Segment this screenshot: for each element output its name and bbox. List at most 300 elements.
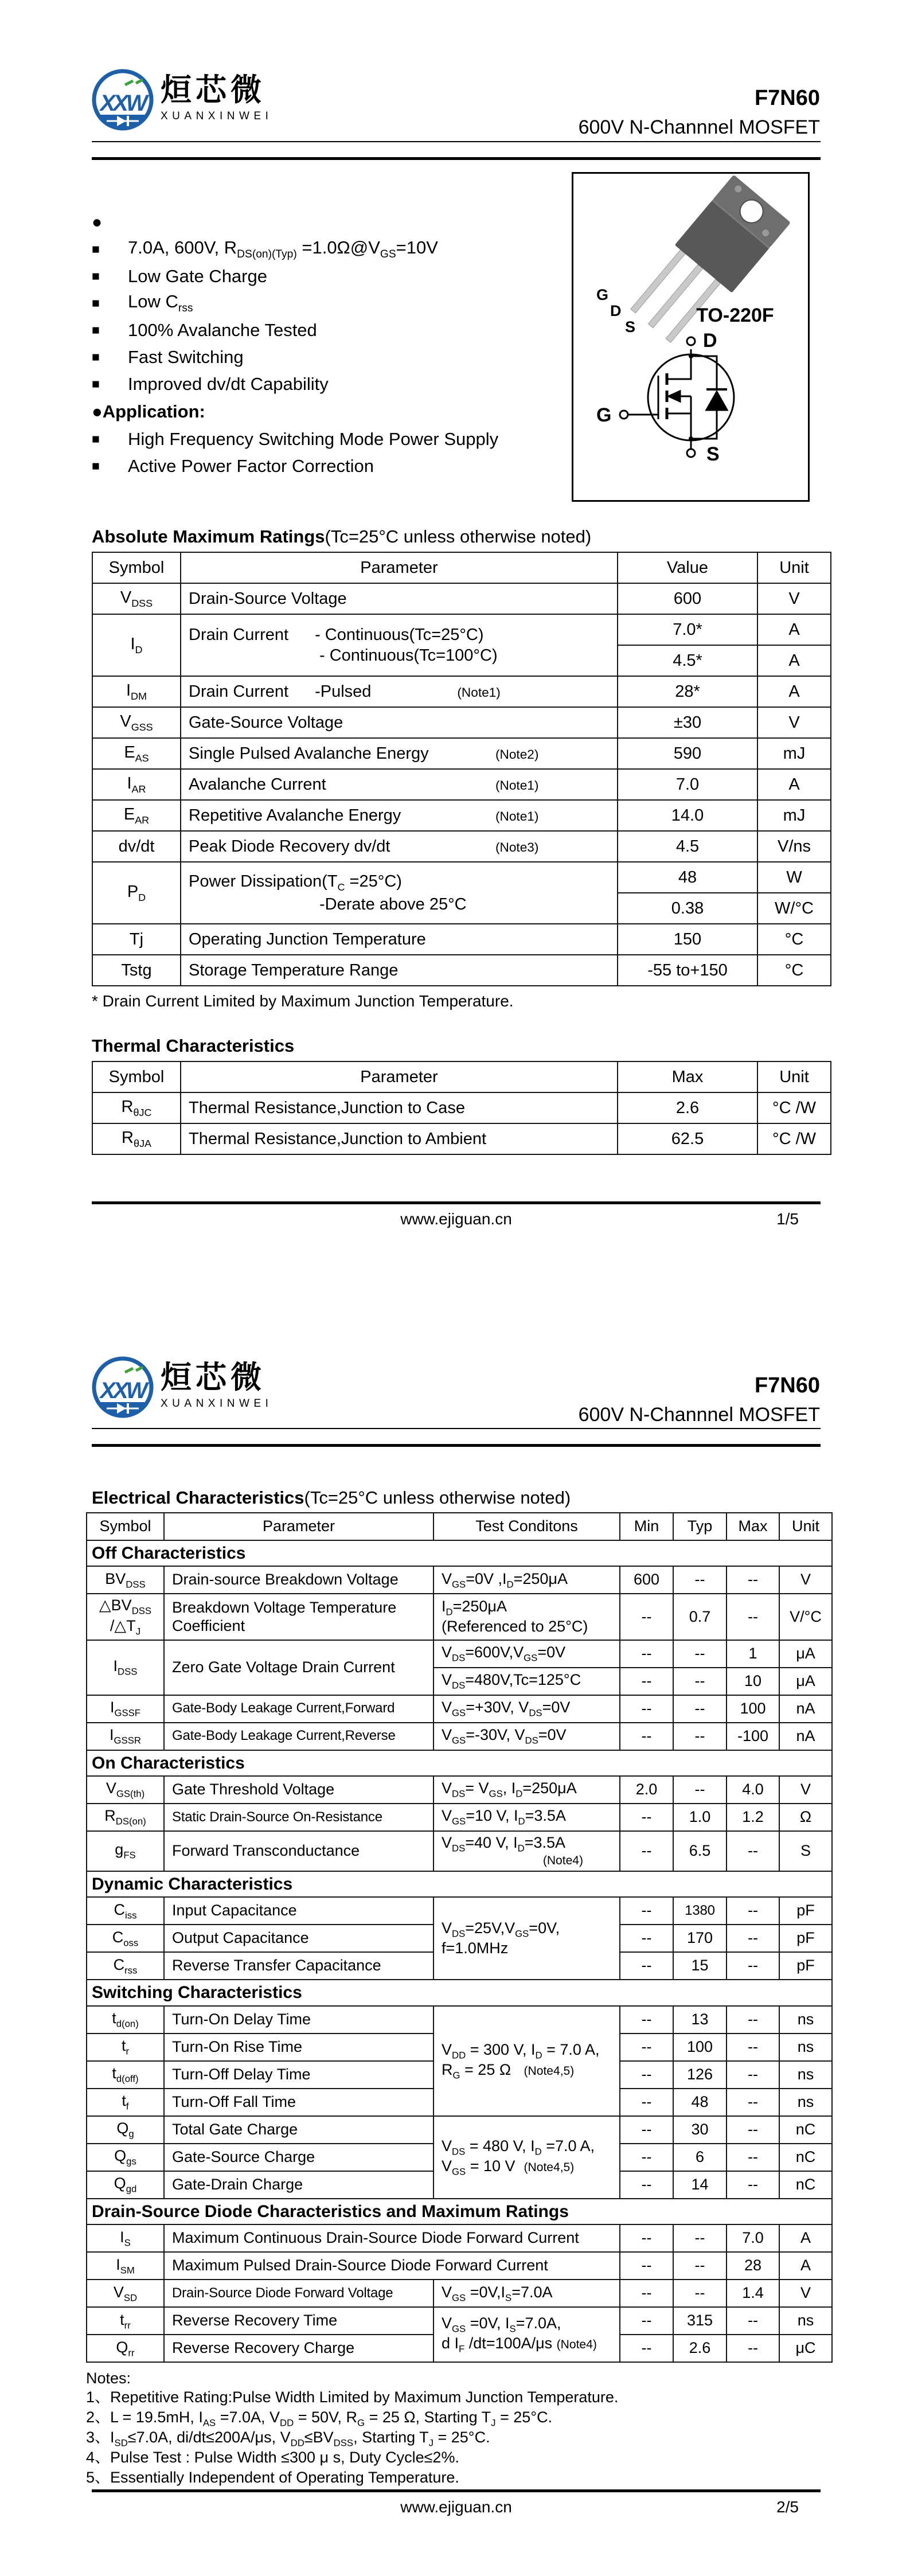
table-cell: --: [620, 2224, 673, 2252]
table-cell: Drain-Source Voltage: [181, 583, 618, 614]
table-cell: A: [779, 2224, 832, 2252]
table-cell: Ω: [779, 1804, 832, 1831]
table-cell: Reverse Transfer Capacitance: [164, 1952, 433, 1980]
mosfet-symbol-icon: [620, 337, 734, 457]
table-cell: $t_f$: [87, 2089, 164, 2116]
table-cell: --: [673, 1695, 727, 1723]
table-cell: -55 to+150: [618, 955, 757, 986]
table-cell: Dynamic Characteristics: [87, 1871, 832, 1897]
section-row: [87, 1750, 832, 1776]
table-cell: 4.5: [618, 831, 757, 862]
table-cell: A: [779, 2252, 832, 2280]
table-row: [92, 676, 831, 707]
table-row: [92, 800, 831, 831]
note-item: [86, 2448, 831, 2468]
table-cell: $V_{GSS}$: [92, 707, 181, 738]
table-cell: $V_{DS}= V_{GS}$, $I_D=250\mu A$: [433, 1776, 620, 1804]
symbol-source-label: S: [706, 443, 720, 465]
footer-rule-page2: [92, 2489, 821, 2492]
table-cell: 15: [673, 1952, 727, 1980]
table-cell: Parameter: [181, 552, 618, 583]
table-cell: $Q_{rr}$: [87, 2335, 164, 2362]
table-cell: $I_{DSS}$: [87, 1640, 164, 1695]
table-cell: --: [727, 1952, 779, 1980]
table-cell: --: [727, 1566, 779, 1594]
table-cell: Zero Gate Voltage Drain Current: [164, 1640, 433, 1695]
table-cell: $I_D=250\mu A$ (Referenced to 25°C): [433, 1594, 620, 1640]
table-cell: --: [727, 2089, 779, 2116]
table-cell: 6.5: [673, 1831, 727, 1871]
table-cell: Off Characteristics: [87, 1540, 832, 1566]
table-cell: $V_{GS}=+30V$, $V_{DS}=0V$: [433, 1695, 620, 1723]
table-cell: $I_{GSSF}$: [87, 1695, 164, 1723]
table-cell: Switching Characteristics: [87, 1980, 832, 2005]
table-cell: 48: [618, 862, 757, 893]
package-figure: [572, 172, 810, 502]
application-list: [92, 426, 573, 479]
table-row: [92, 552, 831, 583]
table-cell: $R_{DS(on)}$: [87, 1804, 164, 1831]
table-cell: --: [727, 1594, 779, 1640]
table-cell: --: [673, 2224, 727, 2252]
table-cell: -100: [727, 1723, 779, 1750]
table-cell: $t_{d(on)}$: [87, 2006, 164, 2034]
table-cell: $I_{GSSR}$: [87, 1723, 164, 1750]
elec-title-bold: Electrical Characteristics: [92, 1488, 304, 1508]
table-cell: --: [727, 2171, 779, 2199]
table-cell: °C: [757, 924, 831, 955]
table-cell: Forward Transconductance: [164, 1831, 433, 1871]
table-cell: V: [779, 1776, 832, 1804]
table-cell: nA: [779, 1723, 832, 1750]
note-item: [86, 2407, 831, 2427]
feature-item: [92, 290, 573, 317]
table-cell: Parameter: [181, 1061, 618, 1092]
table-cell: --: [673, 1566, 727, 1594]
table-cell: Reverse Recovery Charge: [164, 2335, 433, 2362]
table-cell: Storage Temperature Range: [181, 955, 618, 986]
table-cell: Input Capacitance: [164, 1897, 433, 1925]
table-row: [87, 2006, 832, 2034]
table-cell: Output Capacitance: [164, 1925, 433, 1952]
table-cell: --: [620, 1897, 673, 1925]
table-cell: 1380: [673, 1897, 727, 1925]
table-cell: $V_{GS} =0V$, $I_S=7.0A$, d $I_F$ /dt=100A/μs (Note4): [433, 2307, 620, 2362]
abs-max-table: [92, 552, 831, 986]
table-cell: $C_{oss}$: [87, 1925, 164, 1952]
table-cell: Max: [727, 1513, 779, 1540]
feature-item: [92, 317, 573, 344]
table-cell: 170: [673, 1925, 727, 1952]
item-text: 1、Repetitive Rating:Pulse Width Limited by Maximum Junction Temperature.: [86, 2388, 619, 2406]
brand-name-cn: 烜芯微: [161, 73, 265, 107]
table-cell: ±30: [618, 707, 757, 738]
feature-item: [92, 236, 573, 263]
table-cell: ns: [779, 2307, 832, 2335]
table-cell: Test Conditons: [433, 1513, 620, 1540]
table-cell: W: [757, 862, 831, 893]
table-cell: Drain-Source Diode Forward Voltage: [164, 2280, 433, 2307]
table-cell: Gate Threshold Voltage: [164, 1776, 433, 1804]
table-cell: °C: [757, 955, 831, 986]
thermal-title: Thermal Characteristics: [92, 1036, 295, 1056]
table-cell: mJ: [757, 800, 831, 831]
brand-header-page2: [91, 1355, 272, 1419]
table-cell: V: [779, 2280, 832, 2307]
table-cell: Reverse Recovery Time: [164, 2307, 433, 2335]
table-cell: Operating Junction Temperature: [181, 924, 618, 955]
table-cell: --: [673, 1640, 727, 1668]
item-text: 3、$I_{SD}\le 7.0A$, di/dt≤200A/μs, $V_{DD}\le BV_{DSS}$, Starting $T_J = 25^\circ C$.: [86, 2429, 490, 2449]
square-bullet-icon: ■: [92, 268, 100, 283]
table-cell: V/ns: [757, 831, 831, 862]
table-cell: 150: [618, 924, 757, 955]
table-cell: 1.2: [727, 1804, 779, 1831]
table-cell: --: [620, 2034, 673, 2061]
table-cell: μA: [779, 1668, 832, 1695]
table-cell: Total Gate Charge: [164, 2116, 433, 2144]
footer-page2: [92, 2497, 821, 2518]
note-item: [86, 2427, 831, 2448]
table-row: [87, 1594, 832, 1640]
section-row: [87, 1871, 832, 1897]
table-cell: --: [620, 2280, 673, 2307]
header-rule-thick: [92, 1444, 821, 1447]
footer-pagenum-page1: 1/5: [776, 1210, 799, 1228]
table-cell: --: [620, 1723, 673, 1750]
table-cell: A: [757, 676, 831, 707]
section-row: [87, 2199, 832, 2224]
table-cell: 7.0*: [618, 614, 757, 645]
table-row: [87, 1513, 832, 1540]
table-cell: Gate-Body Leakage Current,Forward: [164, 1695, 433, 1723]
table-cell: °C /W: [757, 1123, 831, 1154]
feature-item: [92, 344, 573, 370]
table-cell: 28*: [618, 676, 757, 707]
symbol-drain-label: D: [703, 330, 717, 352]
item-text: 7.0A, 600V, $R_{DS(on)(Typ)}$ $=1.0\Omega@V_{GS}=10V$: [128, 237, 438, 261]
table-cell: $E_{AS}$: [92, 738, 181, 769]
package-pin-d-label: D: [610, 302, 622, 319]
square-bullet-icon: ■: [92, 458, 100, 473]
table-cell: --: [620, 2061, 673, 2089]
table-cell: nC: [779, 2171, 832, 2199]
table-cell: --: [620, 2171, 673, 2199]
table-row: [92, 955, 831, 986]
item-text: Low $C_{rss}$: [128, 291, 193, 315]
table-cell: $t_{rr}$: [87, 2307, 164, 2335]
table-row: [87, 1640, 832, 1668]
table-cell: Unit: [757, 1061, 831, 1092]
table-cell: 2.6: [618, 1092, 757, 1123]
footer-rule-page1: [92, 1201, 821, 1204]
table-cell: --: [620, 2252, 673, 2280]
notes-list: [86, 2387, 831, 2488]
table-cell: Gate-Source Voltage: [181, 707, 618, 738]
abs-max-footnote: * Drain Current Limited by Maximum Junction Temperature.: [92, 992, 514, 1010]
table-cell: V: [757, 707, 831, 738]
table-cell: --: [727, 1831, 779, 1871]
table-row: [92, 924, 831, 955]
table-row: [92, 1061, 831, 1092]
item-text: 2、L = 19.5mH, $I_{AS} =7.0A$, $V_{DD} = 50V$, $R_G = 25$ Ω, Starting $T_J = 25^\circ C$.: [86, 2409, 553, 2429]
table-row: [92, 769, 831, 800]
table-cell: V/°C: [779, 1594, 832, 1640]
table-cell: A: [757, 645, 831, 676]
table-row: [92, 1123, 831, 1154]
table-cell: --: [727, 2116, 779, 2144]
table-cell: W/°C: [757, 893, 831, 924]
table-row: [87, 2252, 832, 2280]
item-text: High Frequency Switching Mode Power Supply: [128, 428, 499, 449]
table-cell: μA: [779, 1640, 832, 1668]
note-item: [86, 2468, 831, 2488]
abs-max-title-note: (Tc=25°C unless otherwise noted): [325, 526, 592, 547]
table-cell: $V_{GS}=-30V$, $V_{DS}=0V$: [433, 1723, 620, 1750]
table-cell: --: [620, 1831, 673, 1871]
table-row: [87, 1831, 832, 1871]
table-cell: 28: [727, 2252, 779, 2280]
table-cell: 1.0: [673, 1804, 727, 1831]
table-cell: $V_{DD} = 300$ V, $I_D = 7.0$ A, $R_G = 25$ Ω (Note4,5): [433, 2006, 620, 2116]
package-name-label: TO-220F: [696, 305, 774, 326]
table-row: [92, 831, 831, 862]
square-bullet-icon: ■: [92, 241, 100, 256]
application-item: [92, 426, 573, 452]
table-cell: Turn-On Rise Time: [164, 2034, 433, 2061]
table-cell: A: [757, 769, 831, 800]
table-cell: $V_{DS}=25V,V_{GS}=0V$, f=1.0MHz: [433, 1897, 620, 1980]
table-cell: $P_D$: [92, 862, 181, 924]
header-rule-thick: [92, 157, 821, 160]
table-row: [92, 707, 831, 738]
table-cell: Symbol: [92, 1061, 181, 1092]
abs-max-title-bold: Absolute Maximum Ratings: [92, 526, 325, 547]
application-title: ●Application:: [92, 401, 205, 421]
table-cell: ns: [779, 2034, 832, 2061]
table-cell: --: [620, 2116, 673, 2144]
item-text: Fast Switching: [128, 346, 244, 367]
table-cell: Power $Dissipation(T_C =25^\circ C)$ -Derate above 25°C: [181, 862, 618, 924]
table-cell: A: [757, 614, 831, 645]
table-cell: --: [620, 1594, 673, 1640]
table-cell: Gate-Drain Charge: [164, 2171, 433, 2199]
table-row: [92, 614, 831, 645]
square-bullet-icon: ■: [92, 295, 100, 310]
table-cell: --: [727, 2061, 779, 2089]
brand-name-en: XUANXINWEI: [161, 1398, 273, 1410]
table-row: [87, 1897, 832, 1925]
header-rule-thin: [92, 141, 821, 142]
brand-logo-icon: [91, 1355, 155, 1419]
table-row: [92, 583, 831, 614]
table-row: [87, 1695, 832, 1723]
table-cell: Avalanche Current (Note1): [181, 769, 618, 800]
table-row: [92, 1092, 831, 1123]
table-cell: 62.5: [618, 1123, 757, 1154]
footer-website-page1: www.ejiguan.cn: [400, 1210, 512, 1228]
table-cell: S: [779, 1831, 832, 1871]
table-row: [87, 1566, 832, 1594]
table-cell: Repetitive Avalanche Energy (Note1): [181, 800, 618, 831]
table-cell: --: [727, 2034, 779, 2061]
table-cell: Breakdown Voltage Temperature Coefficient: [164, 1594, 433, 1640]
table-cell: --: [727, 2335, 779, 2362]
table-cell: $V_{GS}=10$ V, $I_D=3.5A$: [433, 1804, 620, 1831]
table-cell: pF: [779, 1952, 832, 1980]
part-number: F7N60: [754, 86, 820, 110]
thermal-table: [92, 1061, 831, 1155]
table-cell: $Q_{gs}$: [87, 2144, 164, 2171]
table-cell: $R_{\theta JC}$: [92, 1092, 181, 1123]
table-cell: --: [673, 2280, 727, 2307]
table-cell: 315: [673, 2307, 727, 2335]
table-cell: $V_{SD}$: [87, 2280, 164, 2307]
table-cell: pF: [779, 1925, 832, 1952]
table-cell: $V_{DS}=600V,V_{GS}=0V$: [433, 1640, 620, 1668]
table-cell: ns: [779, 2089, 832, 2116]
brand-monogram: XXW: [100, 91, 146, 116]
item-text: Low Gate Charge: [128, 266, 267, 286]
table-cell: 2.6: [673, 2335, 727, 2362]
table-cell: 4.5*: [618, 645, 757, 676]
table-cell: Static Drain-Source On-Resistance: [164, 1804, 433, 1831]
package-pin-g-label: G: [596, 286, 609, 303]
table-cell: 7.0: [727, 2224, 779, 2252]
table-cell: nA: [779, 1695, 832, 1723]
table-cell: --: [620, 1804, 673, 1831]
abs-max-title: [92, 526, 830, 547]
table-cell: --: [727, 2006, 779, 2034]
table-cell: --: [727, 1897, 779, 1925]
feature-item: [92, 263, 573, 290]
table-cell: °C /W: [757, 1092, 831, 1123]
table-cell: $V_{DS} = 480$ V, $I_D =7.0$ A, $V_{GS} = 10$ V (Note4,5): [433, 2116, 620, 2199]
square-bullet-icon: ■: [92, 322, 100, 337]
square-bullet-icon: ■: [92, 431, 100, 446]
item-text: 100% Avalanche Tested: [128, 319, 317, 340]
notes-label: Notes:: [86, 2370, 131, 2387]
table-cell: dv/dt: [92, 831, 181, 862]
table-cell: Gate-Source Charge: [164, 2144, 433, 2171]
elec-table: [86, 1512, 833, 2363]
item-text: 5、Essentially Independent of Operating Temperature.: [86, 2469, 459, 2487]
package-pin-s-label: S: [625, 318, 636, 335]
table-cell: 1.4: [727, 2280, 779, 2307]
table-cell: --: [673, 1668, 727, 1695]
table-cell: 600: [620, 1566, 673, 1594]
table-cell: --: [620, 1952, 673, 1980]
part-number: F7N60: [754, 1373, 820, 1398]
table-cell: 100: [673, 2034, 727, 2061]
table-cell: 48: [673, 2089, 727, 2116]
table-cell: Maximum Continuous Drain-Source Diode Forward Current: [164, 2224, 620, 2252]
note-item: [86, 2387, 831, 2407]
table-row: [87, 2224, 832, 2252]
table-cell: $I_{DM}$: [92, 676, 181, 707]
part-subtitle: 600V N-Channnel MOSFET: [578, 116, 820, 138]
table-cell: --: [620, 2089, 673, 2116]
table-cell: $Q_{gd}$: [87, 2171, 164, 2199]
table-cell: $I_D$: [92, 614, 181, 676]
table-cell: Thermal Resistance,Junction to Case: [181, 1092, 618, 1123]
table-cell: Drain Current -Pulsed (Note1): [181, 676, 618, 707]
table-cell: --: [620, 2144, 673, 2171]
table-cell: $C_{rss}$: [87, 1952, 164, 1980]
table-cell: 100: [727, 1695, 779, 1723]
package-drawing-icon: [573, 174, 808, 500]
doc-title-page2: [476, 1373, 820, 1426]
table-cell: $V_{GS(th)}$: [87, 1776, 164, 1804]
feature-item: [92, 370, 573, 397]
brand-text: [161, 1355, 272, 1410]
footer-page1: [92, 1209, 821, 1230]
table-cell: Thermal Resistance,Junction to Ambient: [181, 1123, 618, 1154]
square-bullet-icon: ■: [92, 376, 100, 391]
table-cell: --: [673, 2252, 727, 2280]
table-cell: $I_S$: [87, 2224, 164, 2252]
table-cell: ns: [779, 2061, 832, 2089]
table-cell: Single Pulsed Avalanche Energy (Note2): [181, 738, 618, 769]
table-cell: Unit: [779, 1513, 832, 1540]
square-bullet-icon: ■: [92, 349, 100, 364]
table-cell: nC: [779, 2116, 832, 2144]
table-row: [87, 2116, 832, 2144]
table-row: [87, 1776, 832, 1804]
table-cell: Parameter: [164, 1513, 433, 1540]
brand-text: [161, 68, 272, 123]
table-cell: Turn-Off Delay Time: [164, 2061, 433, 2089]
table-cell: --: [673, 1776, 727, 1804]
table-cell: $C_{iss}$: [87, 1897, 164, 1925]
table-cell: Max: [618, 1061, 757, 1092]
table-cell: Drain-Source Diode Characteristics and Maximum Ratings: [87, 2199, 832, 2224]
table-cell: 14: [673, 2171, 727, 2199]
features-section: [92, 209, 573, 479]
table-cell: mJ: [757, 738, 831, 769]
table-cell: $E_{AR}$: [92, 800, 181, 831]
section-row: [87, 1980, 832, 2005]
table-cell: --: [620, 1925, 673, 1952]
table-cell: --: [620, 2006, 673, 2034]
header-rule-thin: [92, 1428, 821, 1429]
table-cell: $V_{GS} =0V,I_S=7.0A$: [433, 2280, 620, 2307]
table-cell: V: [779, 1566, 832, 1594]
footer-website-page2: www.ejiguan.cn: [400, 2498, 512, 2516]
brand-logo-icon: [91, 68, 155, 132]
part-subtitle: 600V N-Channnel MOSFET: [578, 1404, 820, 1426]
table-cell: Value: [618, 552, 757, 583]
table-cell: Drain-source Breakdown Voltage: [164, 1566, 433, 1594]
table-cell: Turn-Off Fall Time: [164, 2089, 433, 2116]
brand-name-en: XUANXINWEI: [161, 110, 273, 122]
table-cell: $I_{AR}$: [92, 769, 181, 800]
features-lead-bullet: ●: [92, 212, 103, 232]
table-cell: --: [620, 1640, 673, 1668]
table-cell: pF: [779, 1897, 832, 1925]
table-cell: 2.0: [620, 1776, 673, 1804]
table-cell: Peak Diode Recovery dv/dt (Note3): [181, 831, 618, 862]
application-item: [92, 452, 573, 479]
table-cell: Drain Current - Continuous(Tc=25°C) - Continuous(Tc=100°C): [181, 614, 618, 676]
table-cell: Min: [620, 1513, 673, 1540]
table-cell: 13: [673, 2006, 727, 2034]
table-cell: $t_r$: [87, 2034, 164, 2061]
features-list: [92, 236, 573, 397]
table-cell: Tstg: [92, 955, 181, 986]
table-cell: nC: [779, 2144, 832, 2171]
table-cell: 7.0: [618, 769, 757, 800]
